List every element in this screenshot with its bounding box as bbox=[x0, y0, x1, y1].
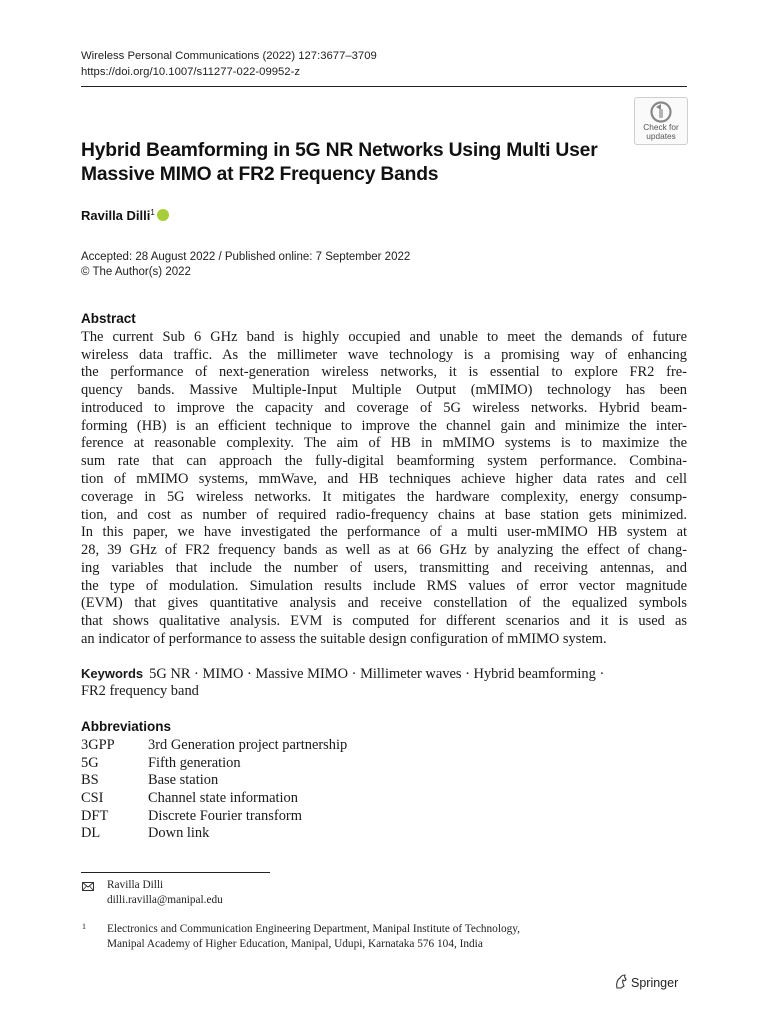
abbreviation-term: 3GPP bbox=[81, 737, 115, 753]
affiliation-line2: Manipal Academy of Higher Education, Manipal, Udupi, Karnataka 576 104, India bbox=[107, 938, 483, 950]
abstract-line: (EVM) that gives quantitative analysis and receive constellation of the equalized symbols bbox=[81, 595, 687, 611]
abbreviation-row bbox=[81, 790, 298, 808]
abbreviation-row bbox=[81, 825, 209, 843]
abstract-line: quency bands. Massive Multiple-Input Multiple Output (mMIMO) technology has been bbox=[81, 382, 687, 398]
abbreviation-row bbox=[81, 772, 218, 790]
author bbox=[81, 208, 169, 223]
copyright-notice: © The Author(s) 2022 bbox=[81, 266, 191, 278]
author-affiliation-mark: 1 bbox=[150, 208, 155, 217]
abbreviation-meaning: 3rd Generation project partnership bbox=[148, 737, 348, 753]
check-for-updates-line1: Check for bbox=[643, 122, 679, 132]
header-divider bbox=[81, 86, 687, 87]
abstract-line: wireless data traffic. As the millimeter wave technology is a promising way of enhancing bbox=[81, 347, 687, 363]
abbreviation-term: 5G bbox=[81, 755, 99, 771]
abstract-line: tion of mMIMO systems, mmWave, and HB techniques achieve higher data rates and cell bbox=[81, 471, 687, 487]
abbreviation-meaning: Down link bbox=[148, 825, 210, 841]
abstract-line: that shows qualitative analysis. EVM is computed for different scenarios and it is used as bbox=[81, 613, 687, 629]
abstract-heading: Abstract bbox=[81, 311, 136, 326]
abbreviation-term: BS bbox=[81, 772, 99, 788]
abstract-line: ing variables that include the number of users, transmitting and receiving antennas, and bbox=[81, 560, 687, 576]
abstract-line: ference at reasonable complexity. The aim of HB in mMIMO systems is to maximize the bbox=[81, 435, 687, 451]
abbreviation-row bbox=[81, 737, 347, 755]
abstract-line: forming (HB) is an efficient technique to improve the channel gain and minimize the inter- bbox=[81, 418, 687, 434]
abbreviations-heading: Abbreviations bbox=[81, 719, 172, 734]
abbreviation-term: DL bbox=[81, 825, 101, 841]
publisher-name: Springer bbox=[631, 976, 679, 990]
abbreviation-meaning: Fifth generation bbox=[148, 755, 241, 771]
abstract-line: coverage in 5G wireless networks. It mitigates the hardware complexity, energy consump- bbox=[81, 489, 687, 505]
affiliation-line1: Electronics and Communication Engineering Department, Manipal Institute of Technology, bbox=[107, 923, 521, 935]
abbreviation-term: CSI bbox=[81, 790, 104, 806]
abstract-line: the type of modulation. Simulation results include RMS values of error vector magnitude bbox=[81, 578, 687, 594]
abbreviation-row bbox=[81, 755, 241, 773]
check-for-updates-icon bbox=[649, 101, 673, 123]
paper-title bbox=[81, 139, 641, 186]
abbreviation-row bbox=[81, 808, 302, 826]
journal-header bbox=[81, 49, 377, 80]
abstract-line: The current Sub 6 GHz band is highly occupied and unable to meet the demands of future bbox=[81, 329, 687, 345]
author-name[interactable]: Ravilla Dilli bbox=[81, 208, 151, 223]
abstract-line: introduced to improve the capacity and coverage of 5G wireless networks. Hybrid beam- bbox=[81, 400, 687, 416]
abstract-line: an indicator of performance to assess the suitable design configuration of mMIMO system. bbox=[81, 631, 607, 647]
publication-dates bbox=[81, 250, 410, 280]
keywords-line2: FR2 frequency band bbox=[81, 683, 199, 699]
contact-email[interactable]: dilli.ravilla@manipal.edu bbox=[107, 894, 223, 906]
keywords-text-1: 5G NR · MIMO · Massive MIMO · Millimeter waves · Hybrid beamforming · bbox=[149, 666, 605, 682]
footnote-divider bbox=[81, 872, 270, 873]
orcid-icon[interactable] bbox=[157, 209, 169, 221]
abstract-line: 28, 39 GHz of FR2 frequency bands as well as at 66 GHz by analyzing the effect of chang- bbox=[81, 542, 687, 558]
affiliation-mark: 1 bbox=[82, 922, 86, 931]
publisher-mark bbox=[614, 974, 678, 990]
abbreviation-term: DFT bbox=[81, 808, 109, 824]
check-for-updates-badge[interactable] bbox=[634, 97, 688, 145]
contact-name: Ravilla Dilli bbox=[107, 879, 164, 891]
keywords-line1 bbox=[81, 665, 604, 684]
abbreviation-meaning: Base station bbox=[148, 772, 219, 788]
journal-citation: Wireless Personal Communications (2022) 127:3677–3709 bbox=[81, 50, 377, 62]
paper-title-line1: Hybrid Beamforming in 5G NR Networks Using Multi User bbox=[81, 140, 598, 161]
paper-title-line2: Massive MIMO at FR2 Frequency Bands bbox=[81, 163, 439, 185]
springer-horse-icon bbox=[614, 974, 628, 990]
abstract-line: tion, and cost as number of required radio-frequency chains at base station gets minimized. bbox=[81, 507, 687, 523]
envelope-icon bbox=[82, 882, 94, 891]
keywords-label: Keywords bbox=[81, 666, 144, 681]
doi-link[interactable]: https://doi.org/10.1007/s11277-022-09952-z bbox=[81, 65, 300, 78]
abstract-line: sum rate that can approach the fully-digital beamforming system performance. Combina- bbox=[81, 453, 687, 469]
abstract-line: In this paper, we have investigated the performance of a multi user-mMIMO HB system at bbox=[81, 524, 687, 540]
check-for-updates-line2: updates bbox=[646, 130, 676, 141]
abbreviation-meaning: Channel state information bbox=[148, 790, 298, 806]
abbreviation-meaning: Discrete Fourier transform bbox=[148, 808, 302, 824]
accepted-published-dates: Accepted: 28 August 2022 / Published online: 7 September 2022 bbox=[81, 251, 411, 263]
abstract-line: the performance of next-generation wireless networks, it is essential to explore FR2 fre- bbox=[81, 364, 687, 380]
